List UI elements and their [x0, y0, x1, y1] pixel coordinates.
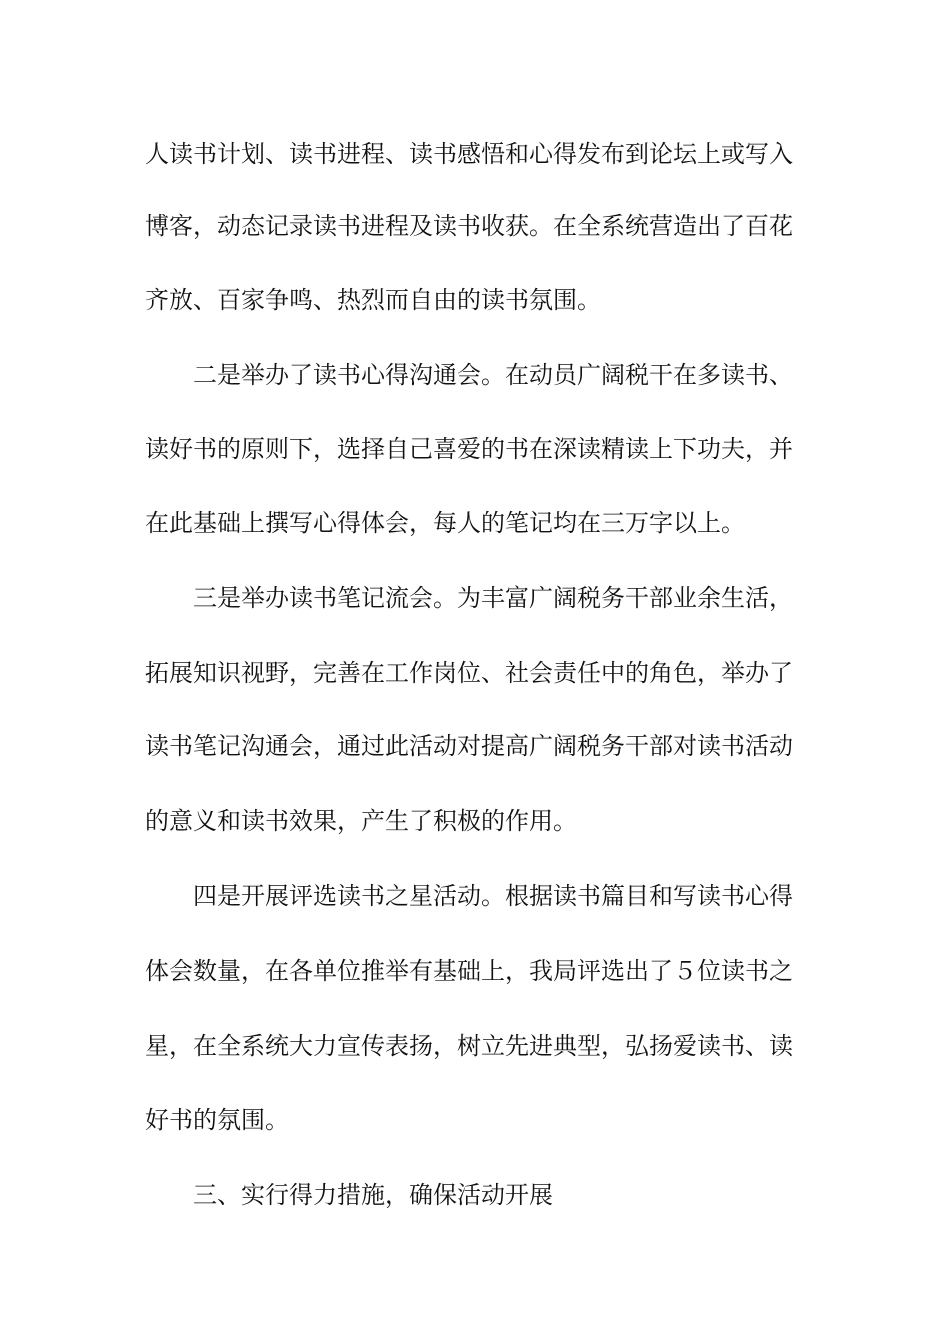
- text-line: 读书笔记沟通会，通过此活动对提高广阔税务干部对读书活动: [145, 732, 793, 760]
- text-line: 体会数量，在各单位推举有基础上，我局评选出了５位读书之: [145, 957, 793, 985]
- text-line: 星，在全系统大力宣传表扬，树立先进典型，弘扬爱读书、读: [145, 1032, 793, 1060]
- text-line: 好书的氛围。: [145, 1106, 289, 1134]
- text-line: 博客，动态记录读书进程及读书收获。在全系统营造出了百花: [145, 212, 793, 240]
- text-line: 拓展知识视野，完善在工作岗位、社会责任中的角色，举办了: [145, 659, 793, 687]
- paragraph-first-line: 三是举办读书笔记流会。为丰富广阔税务干部业余生活，: [193, 584, 793, 612]
- text-line: 读好书的原则下，选择自己喜爱的书在深读精读上下功夫，并: [145, 435, 793, 463]
- paragraph-first-line: 四是开展评选读书之星活动。根据读书篇目和写读书心得: [193, 882, 793, 910]
- paragraph-first-line: 二是举办了读书心得沟通会。在动员广阔税干在多读书、: [193, 361, 793, 389]
- section-heading: 三、实行得力措施，确保活动开展: [193, 1181, 553, 1209]
- text-line: 齐放、百家争鸣、热烈而自由的读书氛围。: [145, 286, 601, 314]
- text-line: 的意义和读书效果，产生了积极的作用。: [145, 807, 577, 835]
- text-line: 人读书计划、读书进程、读书感悟和心得发布到论坛上或写入: [145, 140, 793, 168]
- text-line: 在此基础上撰写心得体会，每人的笔记均在三万字以上。: [145, 509, 745, 537]
